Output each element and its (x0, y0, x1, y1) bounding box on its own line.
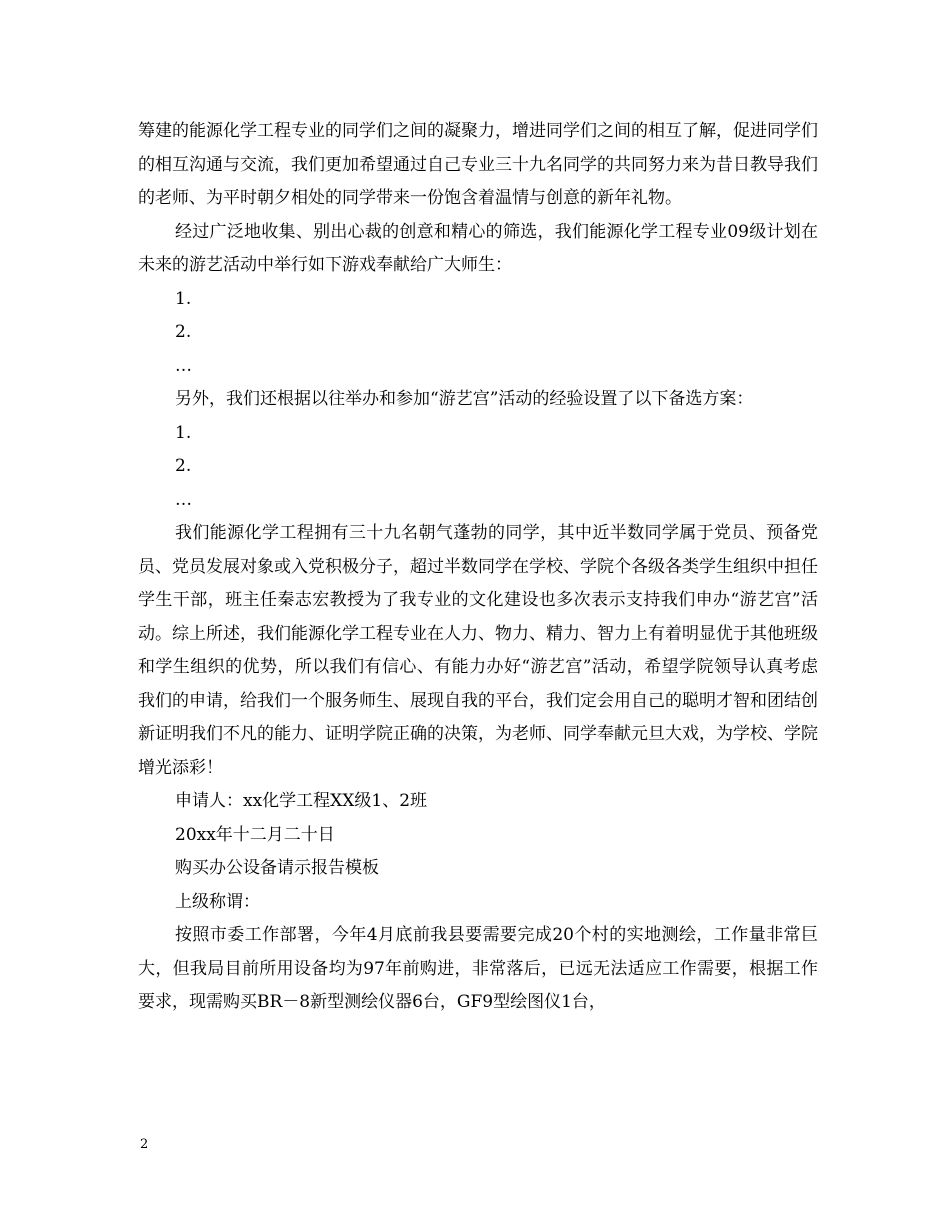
section-title: 购买办公设备请示报告模板 (175, 858, 379, 878)
list-item: 1. (175, 288, 192, 309)
date-line: 20xx年十二月二十日 (175, 824, 335, 845)
list-item: 2. (175, 456, 192, 476)
paragraph: 经过广泛地收集、别出心裁的创意和精心的筛选，我们能源化学工程专业09级计划在未来的游艺活动中举行如下游戏奉献给广大师生： (138, 221, 818, 275)
paragraph: 另外，我们还根据以往举办和参加“游艺宫”活动的经验设置了以下备选方案： (175, 389, 754, 409)
paragraph: 按照市委工作部署，今年4月底前我县要需要完成20个村的实地测绘，工作量非常巨大，但我局目前所用设备均为97年前购进，非常落后，已远无法适应工作需要，根据工作要求，现需购买BR－8新型测绘仪器6台，GF9型绘图仪1台， (138, 925, 818, 1012)
list-item: 1. (175, 422, 192, 443)
list-ellipsis: … (175, 489, 192, 510)
salutation: 上级称谓： (175, 891, 260, 912)
paragraph: 我们能源化学工程拥有三十九名朝气蓬勃的同学，其中近半数同学属于党员、预备党员、党员发展对象或入党积极分子，超过半数同学在学校、学院个各级各类学生组织中担任学生干部，班主任秦志宏教授为了我专业的文化建设也多次表示支持我们申办“游艺宫”活动。综上所述，我们能源化学工程专业在人力、物力、精力、智力上有着明显优于其他班级和学生组织的优势，所以我们有信心、有能力办好“游艺宫”活动，希望学院领导认真考虑我们的申请，给我们一个服务师生、展现自我的平台，我们定会用自己的聪明才智和团结创新证明我们不凡的能力、证明学院正确的决策，为老师、同学奉献元旦大戏，为学校、学院增光添彩！ (138, 523, 818, 778)
paragraph: 筹建的能源化学工程专业的同学们之间的凝聚力，增进同学们之间的相互了解，促进同学们的相互沟通与交流，我们更加希望通过自己专业三十九名同学的共同努力来为昔日教导我们的老师、为平时朝夕相处的同学带来一份饱含着温情与创意的新年礼物。 (138, 121, 818, 208)
list-ellipsis: … (175, 355, 192, 376)
document-body (138, 115, 818, 1020)
list-item: 2. (175, 322, 192, 342)
page-number: 2 (140, 1137, 149, 1152)
applicant-line: 申请人：xx化学工程XX级1、2班 (175, 791, 428, 811)
